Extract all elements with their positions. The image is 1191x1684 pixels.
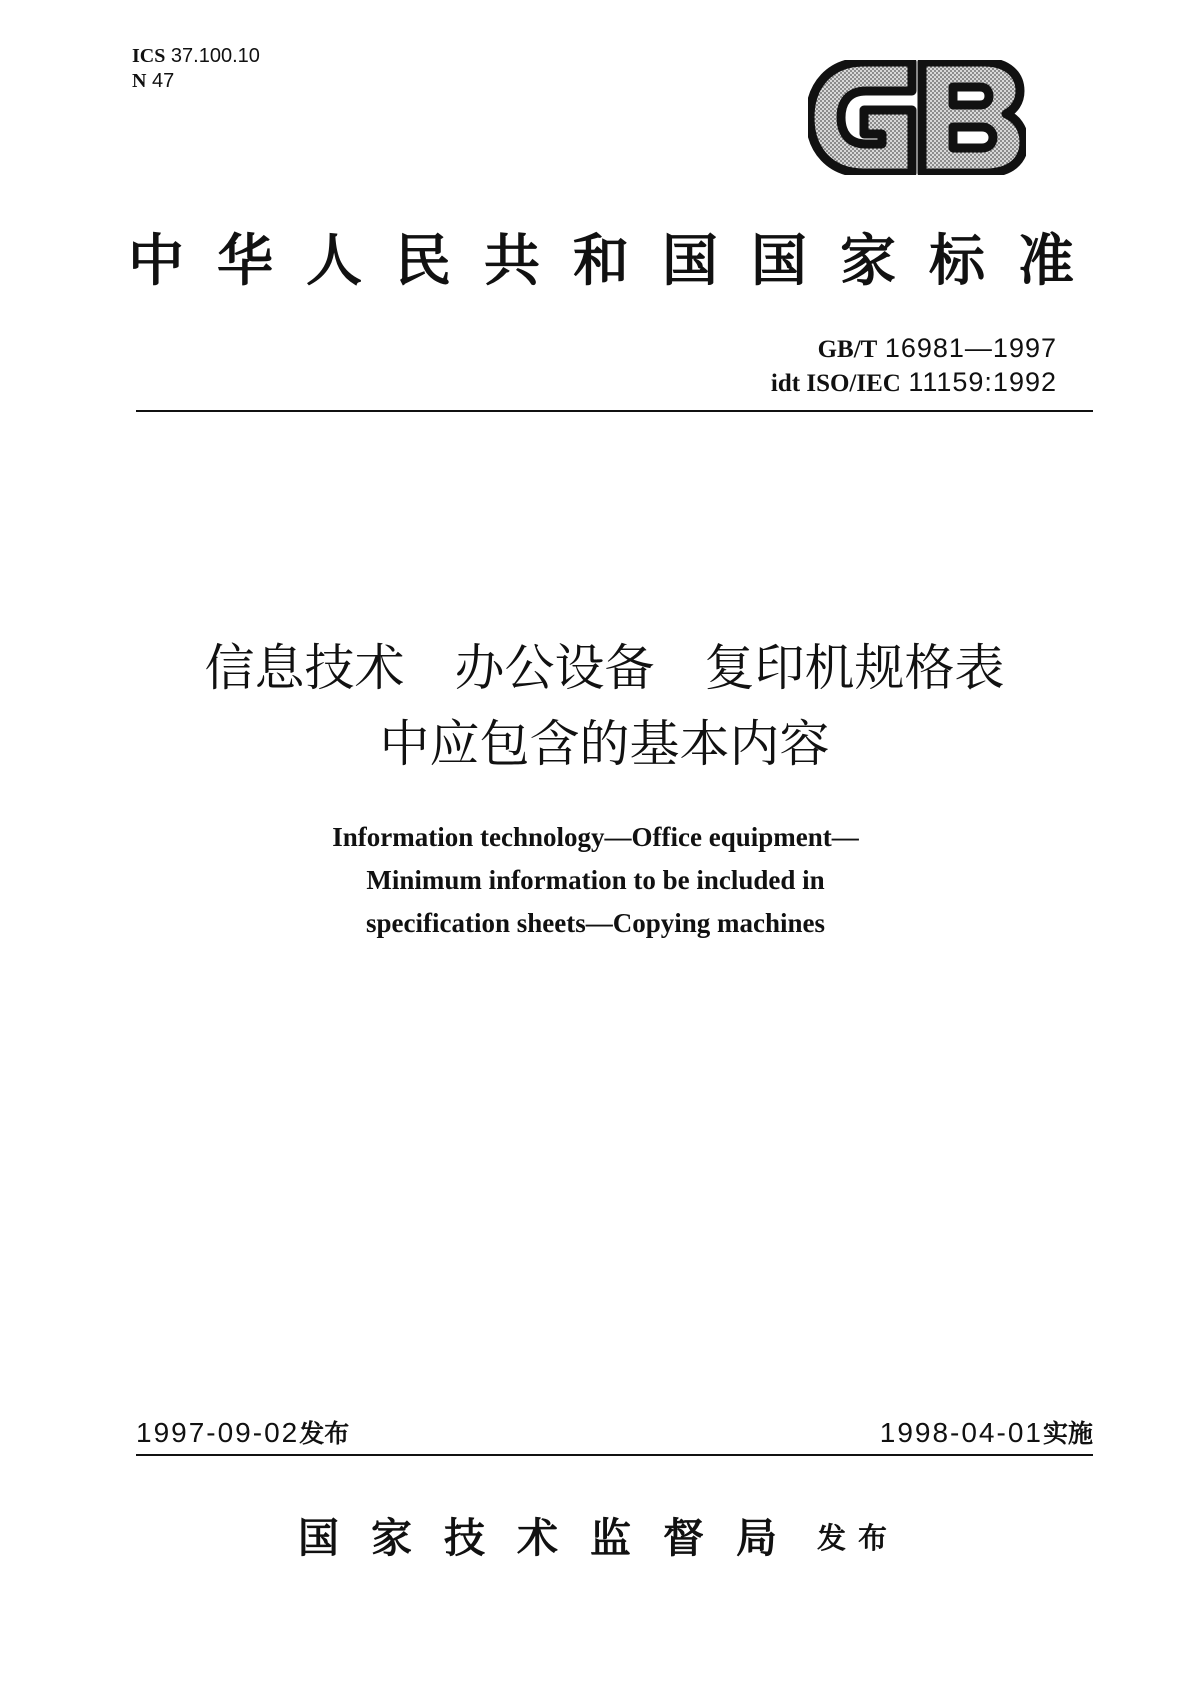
ccs-code: [132, 69, 260, 94]
title-chinese-part-b: 办公设备: [454, 639, 655, 697]
bottom-divider: [136, 1454, 1093, 1456]
title-chinese-line-2: 中应包含的基本内容: [379, 715, 830, 773]
ics-value: 37.100.10: [170, 45, 260, 67]
issue-date: [136, 1414, 349, 1453]
title-english: [0, 816, 1191, 945]
authority-name: 国家技术监督局: [298, 1514, 809, 1562]
title-chinese-part-a: 信息技术: [204, 639, 405, 697]
idt-value: 11159:1992: [908, 367, 1057, 397]
ics-label: ICS: [132, 45, 166, 67]
title-english-line-3: specification sheets—Copying machines: [366, 908, 825, 938]
standard-number-block: [771, 332, 1057, 400]
effective-date: [880, 1414, 1093, 1453]
issuing-authority: [298, 1510, 899, 1566]
effective-date-suffix: 实施: [1042, 1419, 1093, 1448]
issue-date-suffix: 发布: [299, 1419, 350, 1448]
effective-date-value: 1998-04-01: [879, 1417, 1043, 1448]
title-chinese-part-c: 复印机规格表: [704, 639, 1005, 697]
gb-logo-graphic: [808, 60, 1026, 175]
standard-code-label: GB/T: [817, 336, 878, 363]
title-chinese: [0, 630, 1191, 782]
ccs-value: 47: [152, 70, 175, 92]
standard-code-value: 16981—1997: [884, 333, 1057, 363]
title-english-line-2: Minimum information to be included in: [366, 865, 825, 895]
title-chinese-line-1: [0, 630, 1191, 706]
authority-action: 发布: [817, 1521, 900, 1555]
issue-date-value: 1997-09-02: [136, 1417, 300, 1448]
standard-name: 中华人民共和国国家标准: [128, 228, 1107, 294]
ccs-label: N: [132, 70, 147, 92]
classification-codes: [132, 44, 260, 94]
top-divider: [136, 410, 1093, 412]
gb-logo: [808, 60, 1026, 175]
idt-reference: [771, 366, 1057, 400]
dates-row: [136, 1414, 1093, 1452]
title-english-line-1: Information technology—Office equipment—: [332, 822, 859, 852]
ics-code: [132, 44, 260, 69]
idt-label: idt ISO/IEC: [770, 370, 901, 397]
standard-code: [771, 332, 1057, 366]
